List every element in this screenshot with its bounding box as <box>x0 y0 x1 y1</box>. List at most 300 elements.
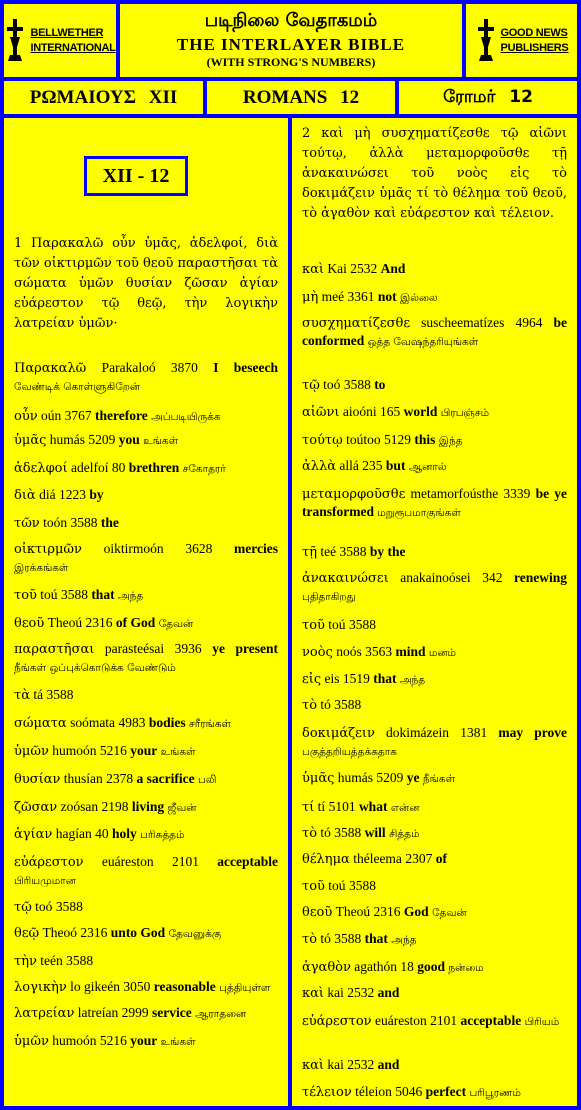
english-gloss: reasonable <box>153 979 216 994</box>
greek-word: ἀνακαινώσει <box>302 571 389 586</box>
greek-word: ζῶσαν <box>14 800 58 815</box>
greek-word: τὸ <box>302 826 318 841</box>
transliteration: latreían <box>77 1005 119 1020</box>
greek-word: ὑμῶν <box>14 1034 49 1049</box>
strongs-number: 80 <box>111 460 126 475</box>
english-gloss: of <box>435 851 447 866</box>
greek-word: διὰ <box>14 488 36 503</box>
transliteration: allá <box>339 458 359 473</box>
transliteration: anakainoósei <box>400 570 471 585</box>
book-greek-box <box>4 81 203 114</box>
strongs-number: 2101 <box>171 854 199 869</box>
transliteration: parasteésai <box>104 641 165 656</box>
transliteration: adelfoí <box>70 460 109 475</box>
strongs-number: 2101 <box>430 1013 458 1028</box>
strongs-number: 3339 <box>503 486 531 501</box>
interlinear-entry <box>302 850 567 868</box>
transliteration: oiktirmoón <box>103 541 164 556</box>
interlinear-entry <box>302 670 567 689</box>
english-gloss: brethren <box>128 460 180 475</box>
strongs-number: 1381 <box>460 725 488 740</box>
tamil-gloss: ஒத்த வேஷந்தரியுங்கள் <box>367 336 479 348</box>
verse-1-text: 1 Παρακαλῶ οὖν ὑμᾶς, ἀδελφοί, διὰ τῶν οἰκτιρμῶν τοῦ θεοῦ παραστῆσαι τὰ σώματα ὑμῶν θυσίαν ζῶσαν ἁγίαν εὐάρεστον τῷ θεῷ, τὴν λογικὴν λατρείαν ὑμῶν· <box>14 236 278 331</box>
english-gloss: what <box>358 799 388 814</box>
transliteration: tí <box>317 799 326 814</box>
interlinear-entry <box>14 853 278 890</box>
transliteration: humoón <box>52 1033 97 1048</box>
tamil-gloss: ஆனால் <box>408 461 447 473</box>
interlinear-entry <box>14 770 278 789</box>
english-gloss: that <box>373 671 397 686</box>
greek-word: καὶ <box>302 262 325 277</box>
greek-word: τὸ <box>302 698 318 713</box>
transliteration: noós <box>336 644 362 659</box>
interlinear-entry <box>302 877 567 895</box>
tamil-gloss: அந்த <box>391 934 417 946</box>
english-gloss: that <box>91 587 115 602</box>
strongs-number: 2532 <box>347 985 375 1000</box>
interlinear-entry <box>302 314 567 351</box>
tamil-gloss: பரிசுத்தம் <box>140 829 185 841</box>
strongs-number: 5209 <box>88 432 116 447</box>
greek-word: λατρείαν <box>14 1006 75 1021</box>
tamil-gloss: தேவனுக்கு <box>168 928 222 940</box>
strongs-number: 5216 <box>99 743 127 758</box>
strongs-number: 3588 <box>343 377 371 392</box>
strongs-number: 2198 <box>101 799 129 814</box>
transliteration: teén <box>40 953 63 968</box>
greek-word: καὶ <box>302 986 325 1001</box>
greek-word: τοῦ <box>302 618 325 633</box>
transliteration: toú <box>328 617 346 632</box>
tamil-gloss: இந்த <box>438 435 463 447</box>
english-gloss: God <box>403 904 429 919</box>
english-gloss: world <box>403 404 438 419</box>
interlinear-entry <box>302 903 567 922</box>
tamil-gloss: நன்மை <box>448 962 484 974</box>
greek-word: μὴ <box>302 290 319 305</box>
book-tamil-box <box>399 81 577 114</box>
english-gloss: and <box>377 1057 400 1072</box>
greek-word: θυσίαν <box>14 772 61 787</box>
strongs-number: 40 <box>95 826 109 841</box>
transliteration: aioóni <box>342 404 377 419</box>
interlinear-entry <box>14 825 278 844</box>
strongs-number: 3588 <box>60 587 88 602</box>
tamil-gloss: தேவன் <box>432 907 467 919</box>
interlinear-entry <box>14 431 278 450</box>
english-gloss: acceptable <box>217 854 278 869</box>
greek-word: σώματα <box>14 716 67 731</box>
transliteration: toó <box>35 899 53 914</box>
chapter-box: XII - 12 <box>84 156 188 196</box>
strongs-number: 3628 <box>185 541 213 556</box>
transliteration: humoón <box>52 743 97 758</box>
strongs-number: 4983 <box>118 715 146 730</box>
interlinear-entry <box>302 260 567 278</box>
greek-word: τῷ <box>14 900 32 915</box>
tamil-gloss: மறுரூபமாகுங்கள் <box>377 507 461 519</box>
interlinear-entry <box>14 952 278 970</box>
transliteration: toú <box>40 587 58 602</box>
interlinear-entry <box>302 457 567 476</box>
english-gloss: bodies <box>148 715 186 730</box>
transliteration: dokimázein <box>386 725 450 740</box>
tamil-gloss: நீங்கள் ஒப்புக்கொடுக்க வேண்டும் <box>14 662 176 674</box>
greek-word: τὰ <box>14 688 30 703</box>
strongs-number: 3563 <box>365 644 393 659</box>
interlinear-entry <box>302 1083 567 1102</box>
english-gloss: not <box>377 289 397 304</box>
transliteration: suscheematízes <box>421 315 505 330</box>
greek-word: νοὸς <box>302 645 333 660</box>
interlinear-entry <box>302 376 567 394</box>
transliteration: agathón <box>354 959 398 974</box>
interlinear-entry <box>302 930 567 949</box>
interlinear-entry <box>302 569 567 606</box>
english-gloss: renewing <box>514 570 567 585</box>
english-gloss: and <box>377 985 400 1000</box>
interlinear-entry <box>302 769 567 788</box>
english-gloss: be ye transformed <box>302 486 568 519</box>
english-gloss: I beseech <box>213 360 279 375</box>
english-title: THE INTERLAYER BIBLE <box>176 35 406 54</box>
interlinear-entry <box>302 616 567 634</box>
english-gloss: And <box>380 261 406 276</box>
book-greek: ΡΩΜΑΙΟΥΣ XII <box>29 86 178 108</box>
bellwether-mark-icon <box>4 17 26 65</box>
strongs-number: 2307 <box>405 851 433 866</box>
tamil-gloss: மனம் <box>428 647 456 659</box>
interlinear-entry <box>302 1012 567 1031</box>
book-english: ROMANS 12 <box>242 86 360 108</box>
strongs-number: 5216 <box>99 1033 127 1048</box>
strongs-number: 3588 <box>55 899 83 914</box>
transliteration: thusían <box>63 771 103 786</box>
interlinear-entry <box>302 958 567 977</box>
strongs-number: 2378 <box>106 771 134 786</box>
interlinear-entry <box>14 714 278 733</box>
tamil-gloss: தேவன் <box>158 618 194 630</box>
english-gloss: be conformed <box>302 315 568 348</box>
greek-word: τὴν <box>14 954 37 969</box>
tamil-gloss: இல்லை <box>400 292 438 304</box>
title-block <box>120 4 462 77</box>
strongs-number: 18 <box>400 959 414 974</box>
transliteration: lo gikeén <box>70 979 120 994</box>
interlinear-entry <box>302 984 567 1002</box>
interlinear-entry <box>302 288 567 307</box>
tamil-gloss: பலி <box>197 774 217 786</box>
interlinear-entry <box>14 798 278 817</box>
tamil-gloss: இரக்கங்கள் <box>14 562 69 574</box>
greek-word: εὐάρεστον <box>14 855 84 870</box>
tamil-gloss: சரீரங்கள் <box>188 718 232 730</box>
interlinear-entry <box>302 543 567 561</box>
greek-word: εὐάρεστον <box>302 1014 372 1029</box>
transliteration: eis <box>324 671 340 686</box>
strongs-number: 5129 <box>383 432 411 447</box>
strongs-number: 3588 <box>348 878 376 893</box>
english-gloss: you <box>118 432 140 447</box>
transliteration: toón <box>43 515 68 530</box>
interlinear-entry <box>14 898 278 916</box>
transliteration: humás <box>337 770 374 785</box>
transliteration: téleion <box>355 1084 392 1099</box>
strongs-number: 3588 <box>339 544 367 559</box>
transliteration: hagían <box>55 826 92 841</box>
english-gloss: of God <box>115 615 156 630</box>
interlinear-entry <box>14 1004 278 1023</box>
transliteration: toó <box>323 377 341 392</box>
greek-word: ὑμᾶς <box>302 771 335 786</box>
interlinear-entry <box>14 640 278 677</box>
greek-word: καὶ <box>302 1058 325 1073</box>
greek-word: οὖν <box>14 409 38 424</box>
strongs-number: 3588 <box>66 953 94 968</box>
transliteration: Theoú <box>47 615 83 630</box>
interlinear-entry <box>14 614 278 633</box>
strongs-number: 2532 <box>350 261 378 276</box>
transliteration: théleema <box>353 851 402 866</box>
greek-word: τοῦ <box>302 879 325 894</box>
interlinear-entry <box>14 586 278 605</box>
strongs-number: 3870 <box>170 360 198 375</box>
strongs-number: 3588 <box>70 515 98 530</box>
tamil-gloss: அந்த <box>117 590 144 602</box>
right-logo-line2: PUBLISHERS <box>500 41 569 54</box>
transliteration: meé <box>321 289 345 304</box>
interlinear-entry <box>14 978 278 997</box>
strongs-number: 3588 <box>334 697 362 712</box>
transliteration: kai <box>327 985 344 1000</box>
greek-word: οἰκτιρμῶν <box>14 542 82 557</box>
tamil-gloss: நீங்கள் <box>422 773 456 785</box>
transliteration: soómata <box>70 715 116 730</box>
interlinear-entry <box>302 1056 567 1074</box>
transliteration: tó <box>320 825 331 840</box>
greek-word: θεῷ <box>14 926 40 941</box>
subtitle: (WITH STRONG'S NUMBERS) <box>206 55 376 69</box>
english-gloss: mercies <box>234 541 279 556</box>
greek-word: ἁγίαν <box>14 827 53 842</box>
tamil-gloss: சகோதரர் <box>182 463 226 475</box>
interlinear-entry <box>14 1032 278 1051</box>
greek-word: αἰῶνι <box>302 405 340 420</box>
good-news-mark-icon <box>475 17 497 65</box>
strongs-number: 1223 <box>58 487 86 502</box>
english-gloss: ye present <box>212 641 279 656</box>
english-gloss: ye <box>406 770 420 785</box>
greek-word: δοκιμάζειν <box>302 726 375 741</box>
english-gloss: acceptable <box>460 1013 522 1028</box>
interlinear-entry <box>14 924 278 943</box>
interlinear-entry <box>302 824 567 843</box>
english-gloss: your <box>130 1033 158 1048</box>
english-gloss: service <box>151 1005 192 1020</box>
bellwether-logo <box>4 4 116 77</box>
strongs-number: 2532 <box>347 1057 375 1072</box>
interlinear-entry <box>14 686 278 704</box>
transliteration: euáreston <box>101 854 154 869</box>
tamil-gloss: பிரியம் <box>524 1016 560 1028</box>
tamil-gloss: பகுத்தறியத்தக்கதாக <box>302 746 397 758</box>
good-news-logo <box>466 4 577 77</box>
tamil-gloss: ஆராதனை <box>195 1008 247 1020</box>
english-gloss: by the <box>369 544 406 559</box>
transliteration: toútoo <box>346 432 381 447</box>
greek-word: θεοῦ <box>14 616 45 631</box>
tamil-gloss: என்ன <box>390 802 420 814</box>
strongs-number: 3936 <box>174 641 202 656</box>
interlinear-entry <box>14 742 278 761</box>
english-gloss: unto God <box>110 925 166 940</box>
transliteration: zoósan <box>60 799 99 814</box>
tamil-gloss: உங்கள் <box>143 435 179 447</box>
interlinear-entry <box>302 798 567 817</box>
greek-word: ἀλλὰ <box>302 459 337 474</box>
english-gloss: that <box>364 931 388 946</box>
strongs-number: 5101 <box>328 799 356 814</box>
verse-2-text: 2 καὶ μὴ συσχηματίζεσθε τῷ αἰῶνι τούτῳ, ἀλλὰ μεταμορφοῦσθε τῇ ἀνακαινώσει τοῦ νοὸς εἰς τὸ δοκιμάζειν ὑμᾶς τί τὸ θέλημα τοῦ θεοῦ, τὸ ἀγαθὸν καὶ εὐάρεστον καὶ τέλειον. <box>302 126 567 221</box>
transliteration: kai <box>327 1057 344 1072</box>
tamil-gloss: உங்கள் <box>160 746 196 758</box>
greek-word: τῷ <box>302 378 320 393</box>
transliteration: Parakaloó <box>101 360 156 375</box>
strongs-number: 3361 <box>347 289 375 304</box>
greek-word: παραστῆσαι <box>14 642 95 657</box>
english-gloss: a sacrifice <box>136 771 195 786</box>
transliteration: humás <box>49 432 86 447</box>
english-gloss: therefore <box>95 408 148 423</box>
strongs-number: 3588 <box>348 617 376 632</box>
transliteration: diá <box>39 487 56 502</box>
strongs-number: 165 <box>379 404 401 419</box>
transliteration: tó <box>320 697 331 712</box>
english-gloss: will <box>364 825 386 840</box>
right-logo-line1: GOOD NEWS <box>500 26 568 39</box>
tamil-gloss: புதிதாகிறது <box>302 591 356 603</box>
greek-word: μεταμορφοῦσθε <box>302 487 406 502</box>
strongs-number: 2999 <box>121 1005 149 1020</box>
greek-word: θέλημα <box>302 852 350 867</box>
book-tamil: ரோமர் 12 <box>443 86 533 107</box>
strongs-number: 4964 <box>515 315 543 330</box>
transliteration: euáreston <box>374 1013 427 1028</box>
strongs-number: 2316 <box>373 904 401 919</box>
interlinear-entry <box>14 407 278 426</box>
tamil-gloss: புத்தியுள்ள <box>219 982 271 994</box>
interlinear-entry <box>302 485 567 522</box>
interlinear-entry <box>14 514 278 532</box>
strongs-number: 3050 <box>123 979 151 994</box>
strongs-number: 5046 <box>395 1084 423 1099</box>
greek-word: εἰς <box>302 672 322 687</box>
english-gloss: perfect <box>425 1084 467 1099</box>
greek-word: ἀδελφοί <box>14 461 68 476</box>
english-gloss: good <box>417 959 446 974</box>
interlinear-entry <box>302 696 567 714</box>
english-gloss: mind <box>395 644 426 659</box>
tamil-gloss: வேண்டிக் கொள்ளுகிறேன் <box>14 381 141 393</box>
strongs-number: 3588 <box>46 687 74 702</box>
right-column <box>292 118 577 1106</box>
tamil-gloss: சித்தம் <box>389 828 420 840</box>
strongs-number: 235 <box>362 458 383 473</box>
tamil-gloss: உங்கள் <box>160 1036 196 1048</box>
tamil-gloss: அந்த <box>399 674 426 686</box>
english-gloss: the <box>100 515 119 530</box>
strongs-number: 2316 <box>80 925 108 940</box>
greek-word: Παρακαλῶ <box>14 361 87 376</box>
left-column <box>4 118 288 1106</box>
english-gloss: living <box>131 799 165 814</box>
interlinear-entry <box>14 540 278 577</box>
greek-word: τῶν <box>14 516 40 531</box>
greek-word: ὑμᾶς <box>14 433 47 448</box>
interlinear-entry <box>302 431 567 450</box>
transliteration: Theoó <box>42 925 78 940</box>
english-gloss: by <box>89 487 104 502</box>
strongs-number: 3588 <box>334 825 362 840</box>
tamil-gloss: பிரபஞ்சம் <box>440 407 490 419</box>
interlinear-entry <box>302 724 567 761</box>
transliteration: toú <box>328 878 346 893</box>
greek-word: τί <box>302 800 315 815</box>
greek-word: ὑμῶν <box>14 744 49 759</box>
left-logo-line1: BELLWETHER <box>30 26 104 39</box>
tamil-gloss: பிரியமுமான <box>14 875 76 887</box>
interlinear-entry <box>14 359 278 396</box>
tamil-gloss: பரிபூரணம் <box>469 1087 521 1099</box>
greek-word: θεοῦ <box>302 905 333 920</box>
english-gloss: to <box>374 377 386 392</box>
tamil-title: படிநிலை வேதாகமம் <box>204 10 378 31</box>
english-gloss: this <box>414 432 436 447</box>
tamil-gloss: அப்படியிருக்க <box>151 411 221 423</box>
strongs-number: 3588 <box>334 931 362 946</box>
greek-word: τοῦ <box>14 588 37 603</box>
strongs-number: 2316 <box>85 615 113 630</box>
english-gloss: your <box>130 743 158 758</box>
strongs-number: 3767 <box>64 408 92 423</box>
greek-word: τῇ <box>302 545 317 560</box>
english-gloss: may prove <box>498 725 567 740</box>
left-logo-line2: INTERNATIONAL <box>30 41 116 54</box>
transliteration: teé <box>320 544 337 559</box>
english-gloss: but <box>385 458 406 473</box>
book-english-box <box>207 81 395 114</box>
tamil-gloss: ஜீவன் <box>167 802 197 814</box>
greek-word: ἀγαθὸν <box>302 960 351 975</box>
transliteration: metamorfoústhe <box>410 486 499 501</box>
greek-word: λογικὴν <box>14 980 67 995</box>
strongs-number: 1519 <box>342 671 370 686</box>
transliteration: oún <box>41 408 62 423</box>
transliteration: tó <box>320 931 331 946</box>
interlinear-entry <box>302 403 567 422</box>
transliteration: Kai <box>327 261 347 276</box>
greek-word: συσχηματίζεσθε <box>302 316 411 331</box>
interlinear-entry <box>14 486 278 504</box>
strongs-number: 5209 <box>376 770 404 785</box>
interlinear-entry <box>302 643 567 662</box>
greek-word: τέλειον <box>302 1085 352 1100</box>
interlinear-entry <box>14 459 278 478</box>
english-gloss: holy <box>111 826 137 841</box>
greek-word: τὸ <box>302 932 318 947</box>
strongs-number: 342 <box>482 570 503 585</box>
